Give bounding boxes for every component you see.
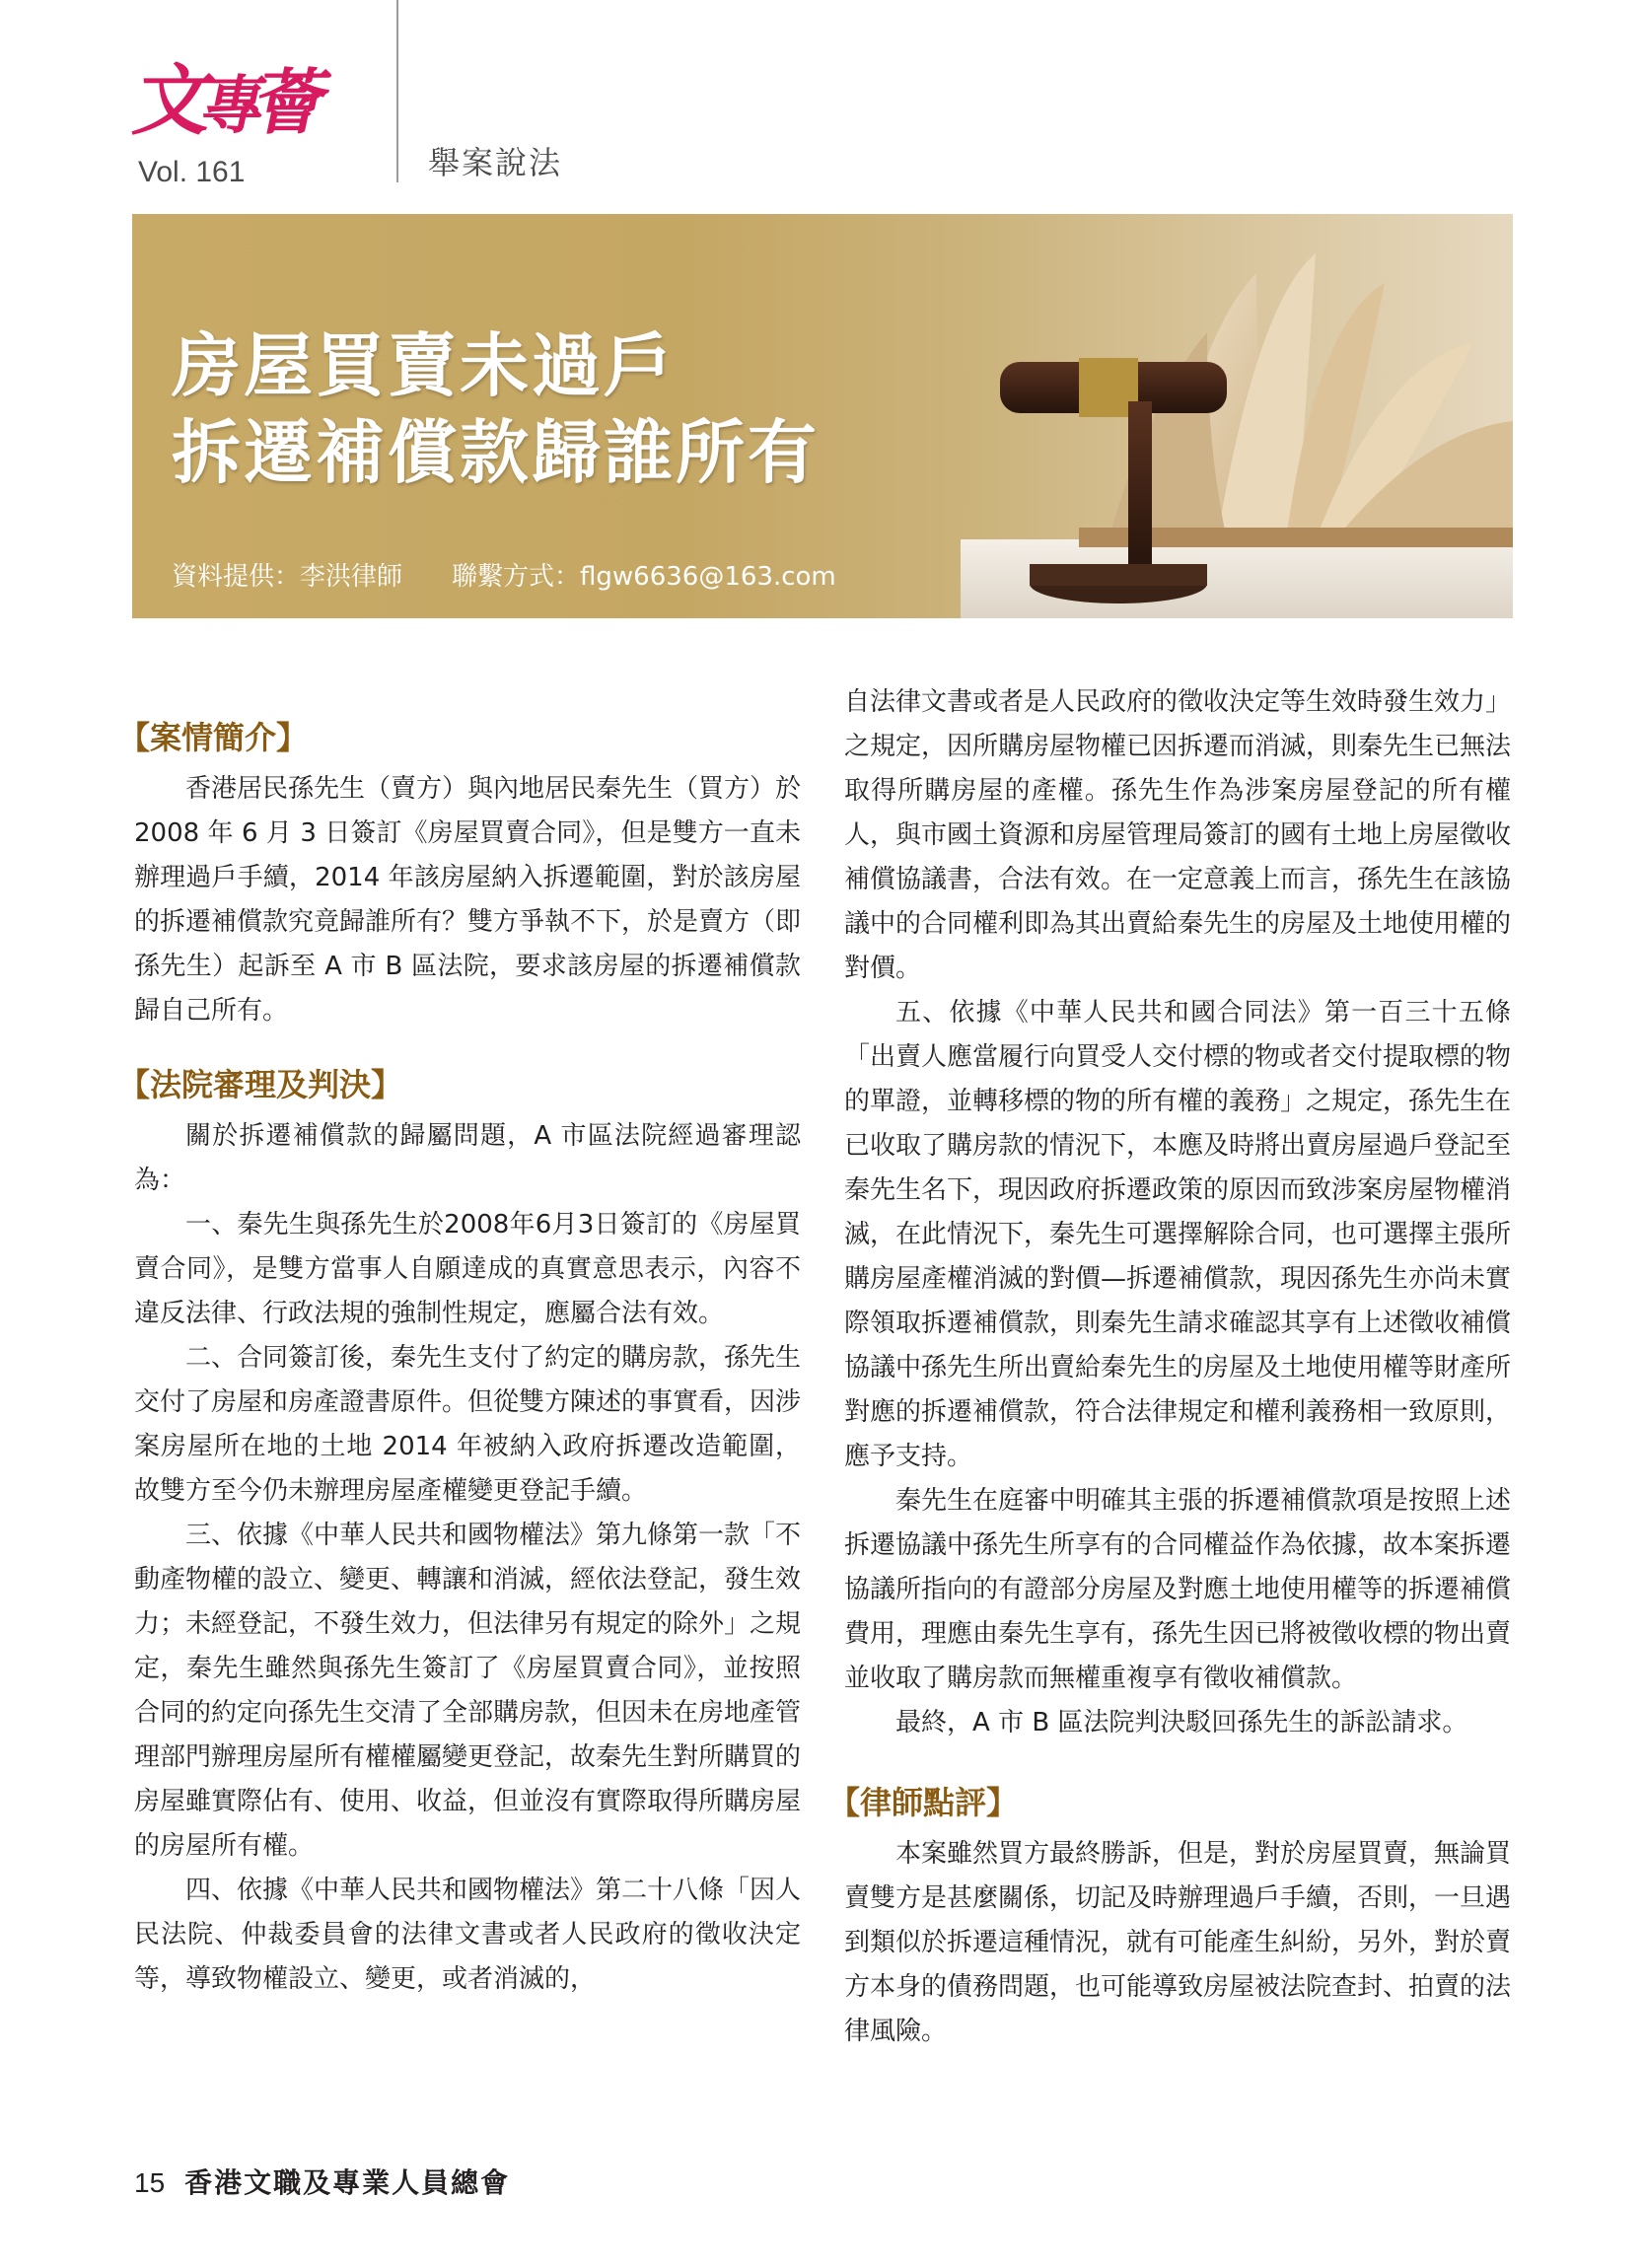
title-line-2: 拆遷補償款歸誰所有 <box>172 411 820 493</box>
paragraph-point-5: 五、依據《中華人民共和國合同法》第一百三十五條「出賣人應當履行向買受人交付標的物或者交付提取標的物的單證，並轉移標的物的所有權的義務」之規定，孫先生在已收取了購房款的情況下，本應及時將出賣房屋過戶登記至秦先生名下，現因政府拆遷政策的原因而致涉案房屋物權消滅，在此情況下，秦先生可選擇解除合同，也可選擇主張所購房屋產權消滅的對價—拆遷補償款，現因孫先生亦尚未實際領取拆遷補償款，則秦先生請求確認其享有上述徵收補償協議中孫先生所出賣給秦先生的房屋及土地使用權等財產所對應的拆遷補償款，符合法律規定和權利義務相一致原則，應予支持。 <box>844 998 1512 1471</box>
magazine-logo <box>128 39 394 187</box>
organization-name: 香港文職及專業人員總會 <box>184 2166 511 2199</box>
paragraph-lawyer-comment: 本案雖然買方最終勝訴，但是，對於房屋買賣，無論買賣雙方是甚麼關係，切記及時辦理過戶手續，否則，一旦遇到類似於拆遷這種情況，就有可能產生糾紛，另外，對於賣方本身的債務問題，也可能導致房屋被法院查封、拍賣的法律風險。 <box>844 1839 1512 2046</box>
article-banner <box>132 214 1513 618</box>
paragraph-point-1: 一、秦先生與孫先生於2008年6月3日簽訂的《房屋買賣合同》，是雙方當事人自願達成的真實意思表示，內容不違反法律、行政法規的強制性規定，應屬合法有效。 <box>134 1210 801 1328</box>
masthead-divider <box>396 0 398 182</box>
paragraph-point-3: 三、依據《中華人民共和國物權法》第九條第一款「不動產物權的設立、變更、轉讓和消滅，經依法登記，發生效力；未經登記，不發生效力，但法律另有規定的除外」之規定，秦先生雖然與孫先生簽訂了《房屋買賣合同》，並按照合同的約定向孫先生交清了全部購房款，但因未在房地產管理部門辦理房屋所有權權屬變更登記，故秦先生對所購買的房屋雖實際佔有、使用、收益，但並沒有實際取得所購房屋的房屋所有權。 <box>134 1521 802 1861</box>
paragraph-point-2: 二、合同簽訂後，秦先生支付了約定的購房款，孫先生交付了房屋和房產證書原件。但從雙方陳述的事實看，因涉案房屋所在地的土地 2014 年被納入政府拆遷改造範圍，故雙方至今仍未辦理房屋產權變更登記手續。 <box>134 1343 802 1506</box>
paragraph-case-summary: 香港居民孫先生（賣方）與內地居民秦先生（買方）於 2008 年 6 月 3 日簽訂《房屋買賣合同》，但是雙方一直未辦理過戶手續，2014 年該房屋納入拆遷範圍，對於該房屋的拆遷補償款究竟歸誰所有？雙方爭執不下，於是賣方（即孫先生）起訴至 A 市 B 區法院，要求該房屋的拆遷補償款歸自己所有。 <box>134 774 802 1026</box>
logo-wordmark: 文專薈 <box>126 56 327 146</box>
article-title <box>172 322 820 496</box>
credit-contact: 聯繫方式：flgw6636@163.com <box>452 562 836 592</box>
left-column <box>118 708 802 2002</box>
gavel-book-illustration <box>961 214 1513 618</box>
paragraph-verdict: 最終，A 市 B 區法院判決駁回孫先生的訴訟請求。 <box>895 1708 1468 1737</box>
title-line-1: 房屋買賣未過戶 <box>172 324 676 406</box>
volume-number: Vol. 161 <box>138 156 246 188</box>
page-number: 15 <box>134 2167 166 2198</box>
paragraph-qin-claim: 秦先生在庭審中明確其主張的拆遷補償款項是按照上述拆遷協議中孫先生所享有的合同權益作為依據，故本案拆遷協議所指向的有證部分房屋及對應土地使用權等的拆遷補償費用，理應由秦先生享有，孫先生因已將被徵收標的物出賣並收取了購房款而無權重複享有徵收補償款。 <box>844 1486 1512 1693</box>
page-footer <box>134 2162 510 2201</box>
article-credit <box>172 556 836 593</box>
section-name: 舉案說法 <box>428 144 563 181</box>
heading-court-ruling: 【法院審理及判決】 <box>118 1066 403 1103</box>
heading-lawyer-comment: 【律師點評】 <box>828 1784 1019 1821</box>
heading-case-summary: 【案情簡介】 <box>118 719 309 756</box>
paragraph-point-4: 四、依據《中華人民共和國物權法》第二十八條「因人民法院、仲裁委員會的法律文書或者人民政府的徵收決定等，導致物權設立、變更，或者消滅的， <box>134 1876 802 1994</box>
paragraph-court-intro: 關於拆遷補償款的歸屬問題，A 市區法院經過審理認為： <box>134 1121 801 1195</box>
paragraph-point-4-continued: 自法律文書或者是人民政府的徵收決定等生效時發生效力」之規定，因所購房屋物權已因拆遷而消滅，則秦先生已無法取得所購房屋的產權。孫先生作為涉案房屋登記的所有權人，與市國土資源和房屋管理局簽訂的國有土地上房屋徵收補償協議書，合法有效。在一定意義上而言，孫先生在該協議中的合同權利即為其出賣給秦先生的房屋及土地使用權的對價。 <box>844 687 1512 983</box>
credit-source: 資料提供：李洪律師 <box>172 562 403 592</box>
right-column <box>828 680 1512 2054</box>
